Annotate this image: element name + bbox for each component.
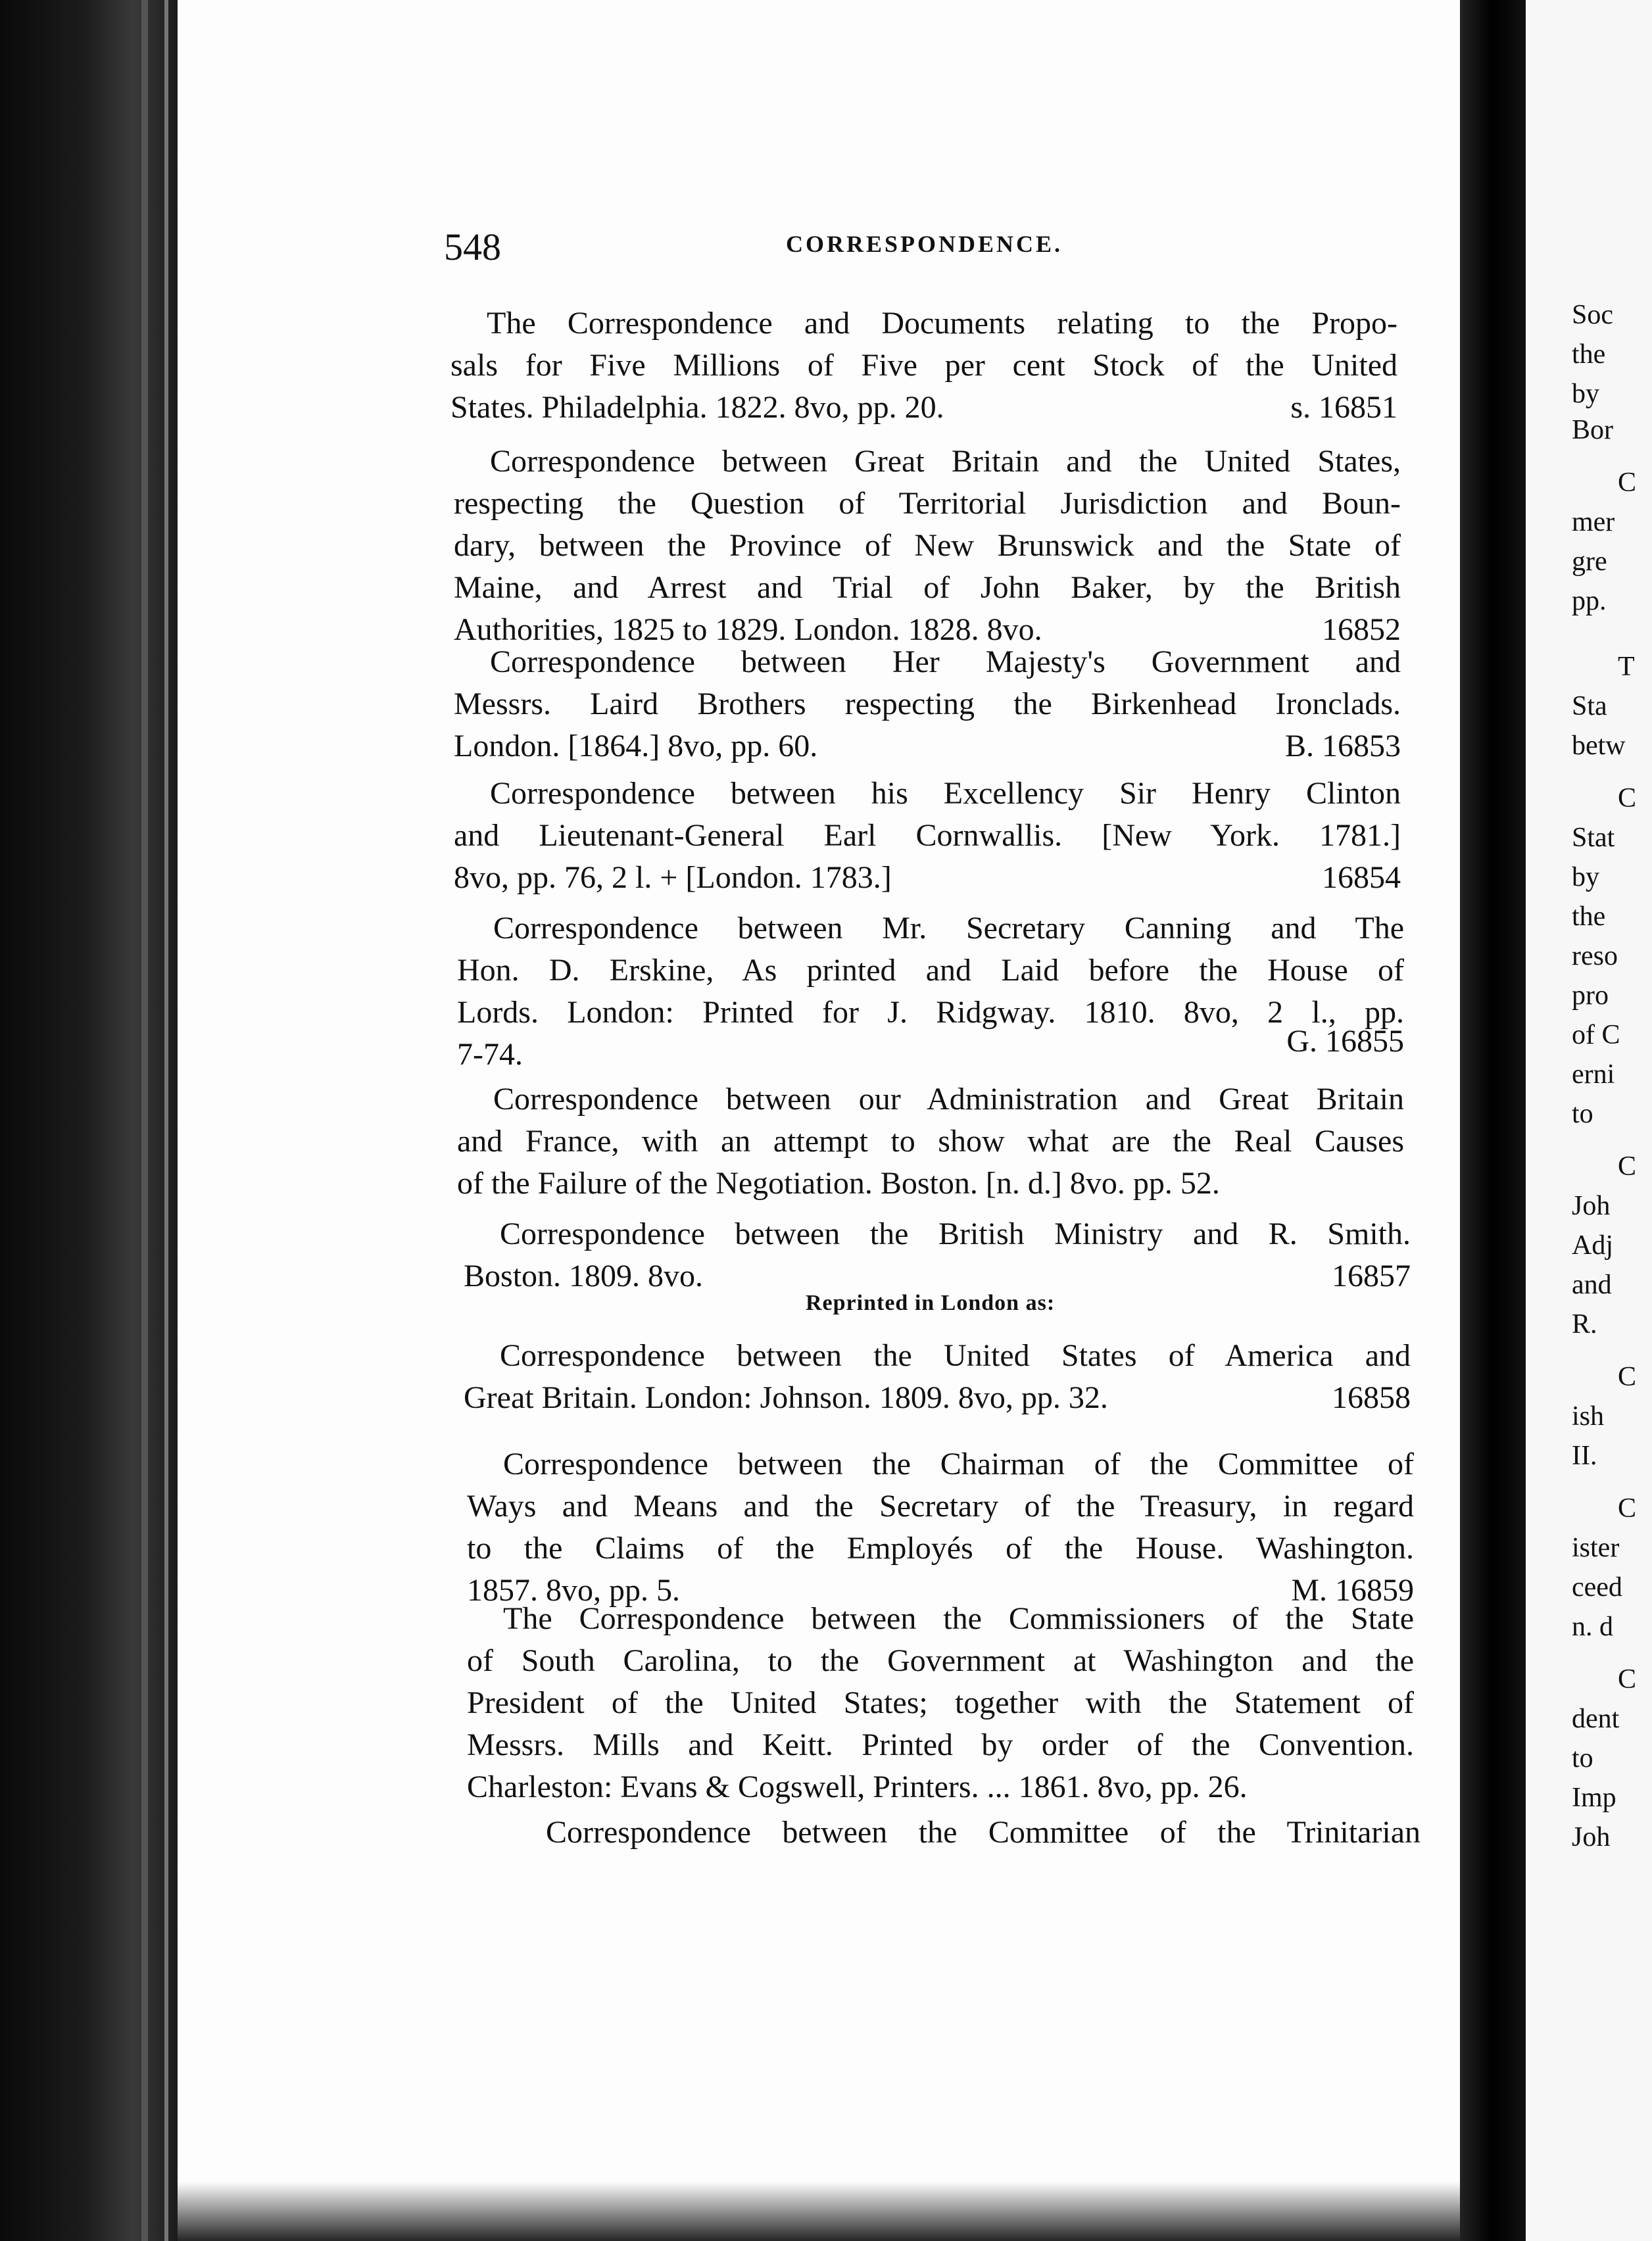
entry-line: States. Philadelphia. 1822. 8vo, pp. 20. s. 16851 — [450, 387, 1397, 429]
book-binding-edge — [0, 0, 191, 2241]
opposite-page-text-fragment: C — [1618, 783, 1637, 813]
entry-line: President of the United States; together with the Statement of — [467, 1685, 1414, 1720]
bibliography-entry — [457, 907, 1404, 1076]
book-gutter — [1460, 0, 1526, 2241]
opposite-page-text-fragment: mer — [1572, 507, 1615, 537]
opposite-page-text-fragment: ister — [1572, 1533, 1620, 1563]
entry-line: Great Britain. London: Johnson. 1809. 8vo, pp. 32. 16858 — [464, 1377, 1411, 1419]
opposite-page-text-fragment: Joh — [1572, 1191, 1611, 1221]
entry-line: Maine, and Arrest and Trial of John Baker, by the British — [454, 570, 1401, 605]
entry-line: Correspondence between Her Majesty's Government and — [490, 644, 1401, 679]
opposite-page-text-fragment: and — [1572, 1270, 1612, 1300]
entry-catalog-number: 16858 — [1332, 1380, 1411, 1415]
entry-catalog-number: G. 16855 — [1286, 1024, 1404, 1059]
entry-catalog-number: 16854 — [1322, 860, 1401, 895]
opposite-page-text-fragment: Sta — [1572, 691, 1607, 721]
entry-line: Correspondence between the British Ministry and R. Smith. — [500, 1217, 1411, 1251]
entry-line: sals for Five Millions of Five per cent Stock of the United — [450, 348, 1397, 383]
entry-line: London. [1864.] 8vo, pp. 60. B. 16853 — [454, 725, 1401, 767]
entry-line: Boston. 1809. 8vo. 16857 — [464, 1255, 1411, 1297]
entry-line: Correspondence between his Excellency Sir Henry Clinton — [490, 776, 1401, 811]
opposite-page-text-fragment: C — [1618, 1493, 1637, 1524]
opposite-page-text-fragment: pp. — [1572, 586, 1607, 616]
opposite-page-text-fragment: ceed — [1572, 1572, 1622, 1602]
running-head: CORRESPONDENCE. — [786, 231, 1063, 257]
entry-line: Lords. London: Printed for J. Ridgway. 1810. 8vo, 2 l., pp. — [457, 995, 1404, 1030]
entry-catalog-number: M. 16859 — [1291, 1573, 1414, 1608]
bibliography-entry — [454, 441, 1401, 651]
entry-catalog-number: 16857 — [1332, 1259, 1411, 1293]
opposite-page-text-fragment: by — [1572, 379, 1599, 409]
opposite-page-text-fragment: ish — [1572, 1401, 1605, 1432]
entry-line: to the Claims of the Employés of the House. Washington. — [467, 1531, 1414, 1566]
opposite-page-text-fragment: betw — [1572, 731, 1626, 761]
opposite-page-text-fragment: Adj — [1572, 1230, 1613, 1261]
entry-line: Correspondence between the United States of America and — [500, 1338, 1411, 1373]
entry-catalog-number: B. 16853 — [1284, 729, 1401, 763]
entry-line: The Correspondence and Documents relating to the Propo- — [487, 306, 1397, 341]
bibliography-entry — [467, 1443, 1414, 1612]
entry-line: 8vo, pp. 76, 2 l. + [London. 1783.] 16854 — [454, 857, 1401, 899]
entry-line: of the Failure of the Negotiation. Boston. [n. d.] 8vo. pp. 52. — [457, 1166, 1220, 1201]
opposite-page-text-fragment: erni — [1572, 1059, 1615, 1090]
opposite-page-text-fragment: R. — [1572, 1309, 1597, 1339]
reprint-note: Reprinted in London as: — [806, 1291, 1056, 1315]
entry-line: Ways and Means and the Secretary of the Treasury, in regard — [467, 1489, 1414, 1524]
opposite-page-text-fragment: C — [1618, 1151, 1637, 1182]
opposite-page-text-fragment: reso — [1572, 941, 1618, 971]
entry-line: and Lieutenant-General Earl Cornwallis. [New York. 1781.] — [454, 818, 1401, 853]
page-number: 548 — [444, 226, 501, 268]
opposite-page-text-fragment: dent — [1572, 1704, 1620, 1734]
entry-line: Correspondence between the Committee of the Trinitarian — [546, 1815, 1421, 1850]
entry-line: Authorities, 1825 to 1829. London. 1828. 8vo. 16852 — [454, 609, 1401, 651]
entry-line: Correspondence between Great Britain and the United States, — [490, 444, 1401, 479]
bibliography-entry — [510, 1812, 1421, 1854]
bibliography-entry — [450, 302, 1397, 429]
opposite-page-text-fragment: Bor — [1572, 415, 1613, 445]
entry-line: Messrs. Mills and Keitt. Printed by order of the Convention. — [467, 1727, 1414, 1762]
entry-line: and France, with an attempt to show what are the Real Causes — [457, 1124, 1404, 1159]
entry-catalog-number: s. 16851 — [1290, 390, 1397, 425]
entry-line: 1857. 8vo, pp. 5. M. 16859 — [467, 1570, 1414, 1612]
bibliography-entry — [464, 1213, 1411, 1297]
page-edge-stripe — [141, 0, 148, 2241]
opposite-page — [1526, 0, 1652, 2241]
opposite-page-text-fragment: C — [1618, 1664, 1637, 1695]
opposite-page-text-fragment: C — [1618, 468, 1637, 498]
entry-line: respecting the Question of Territorial Jurisdiction and Boun- — [454, 486, 1401, 521]
entry-line: Messrs. Laird Brothers respecting the Birkenhead Ironclads. — [454, 687, 1401, 721]
opposite-page-text-fragment: by — [1572, 862, 1599, 892]
entry-line: The Correspondence between the Commissioners of the State — [503, 1601, 1414, 1636]
opposite-page-text-fragment: gre — [1572, 546, 1607, 577]
entry-line: 7-74. — [457, 1037, 523, 1072]
page-edge-stripe — [164, 0, 168, 2241]
bibliography-entry — [464, 1335, 1411, 1419]
opposite-page-text-fragment: T — [1618, 652, 1635, 682]
opposite-page-text-fragment: the — [1572, 902, 1606, 932]
opposite-page-text-fragment: C — [1618, 1362, 1637, 1392]
entry-line: Correspondence between our Administration and Great Britain — [493, 1082, 1404, 1117]
opposite-page-text-fragment: II. — [1572, 1441, 1597, 1471]
bibliography-entry — [454, 641, 1401, 767]
opposite-page-text-fragment: of C — [1572, 1020, 1620, 1050]
opposite-page-text-fragment: Stat — [1572, 823, 1615, 853]
opposite-page-text-fragment: n. d — [1572, 1612, 1613, 1642]
entry-catalog-number: 16852 — [1322, 612, 1401, 647]
bibliography-entry — [457, 1078, 1404, 1205]
entry-line: dary, between the Province of New Brunswick and the State of — [454, 528, 1401, 563]
opposite-page-text-fragment: Joh — [1572, 1822, 1611, 1852]
bibliography-entry — [467, 1598, 1414, 1808]
opposite-page-text-fragment: Soc — [1572, 300, 1613, 330]
opposite-page-text-fragment: Imp — [1572, 1783, 1616, 1813]
opposite-page-text-fragment: the — [1572, 339, 1606, 370]
entry-line: of South Carolina, to the Government at Washington and the — [467, 1643, 1414, 1678]
entry-line: Hon. D. Erskine, As printed and Laid before the House of — [457, 953, 1404, 988]
entry-line: Correspondence between the Chairman of the Committee of — [503, 1447, 1414, 1482]
entry-line: Correspondence between Mr. Secretary Canning and The — [493, 911, 1404, 946]
entry-line: Charleston: Evans & Cogswell, Printers. ... 1861. 8vo, pp. 26. — [467, 1770, 1248, 1804]
opposite-page-text-fragment: to — [1572, 1099, 1593, 1129]
opposite-page-text-fragment: pro — [1572, 980, 1609, 1011]
bibliography-entry — [454, 773, 1401, 899]
opposite-page-text-fragment: to — [1572, 1743, 1593, 1773]
